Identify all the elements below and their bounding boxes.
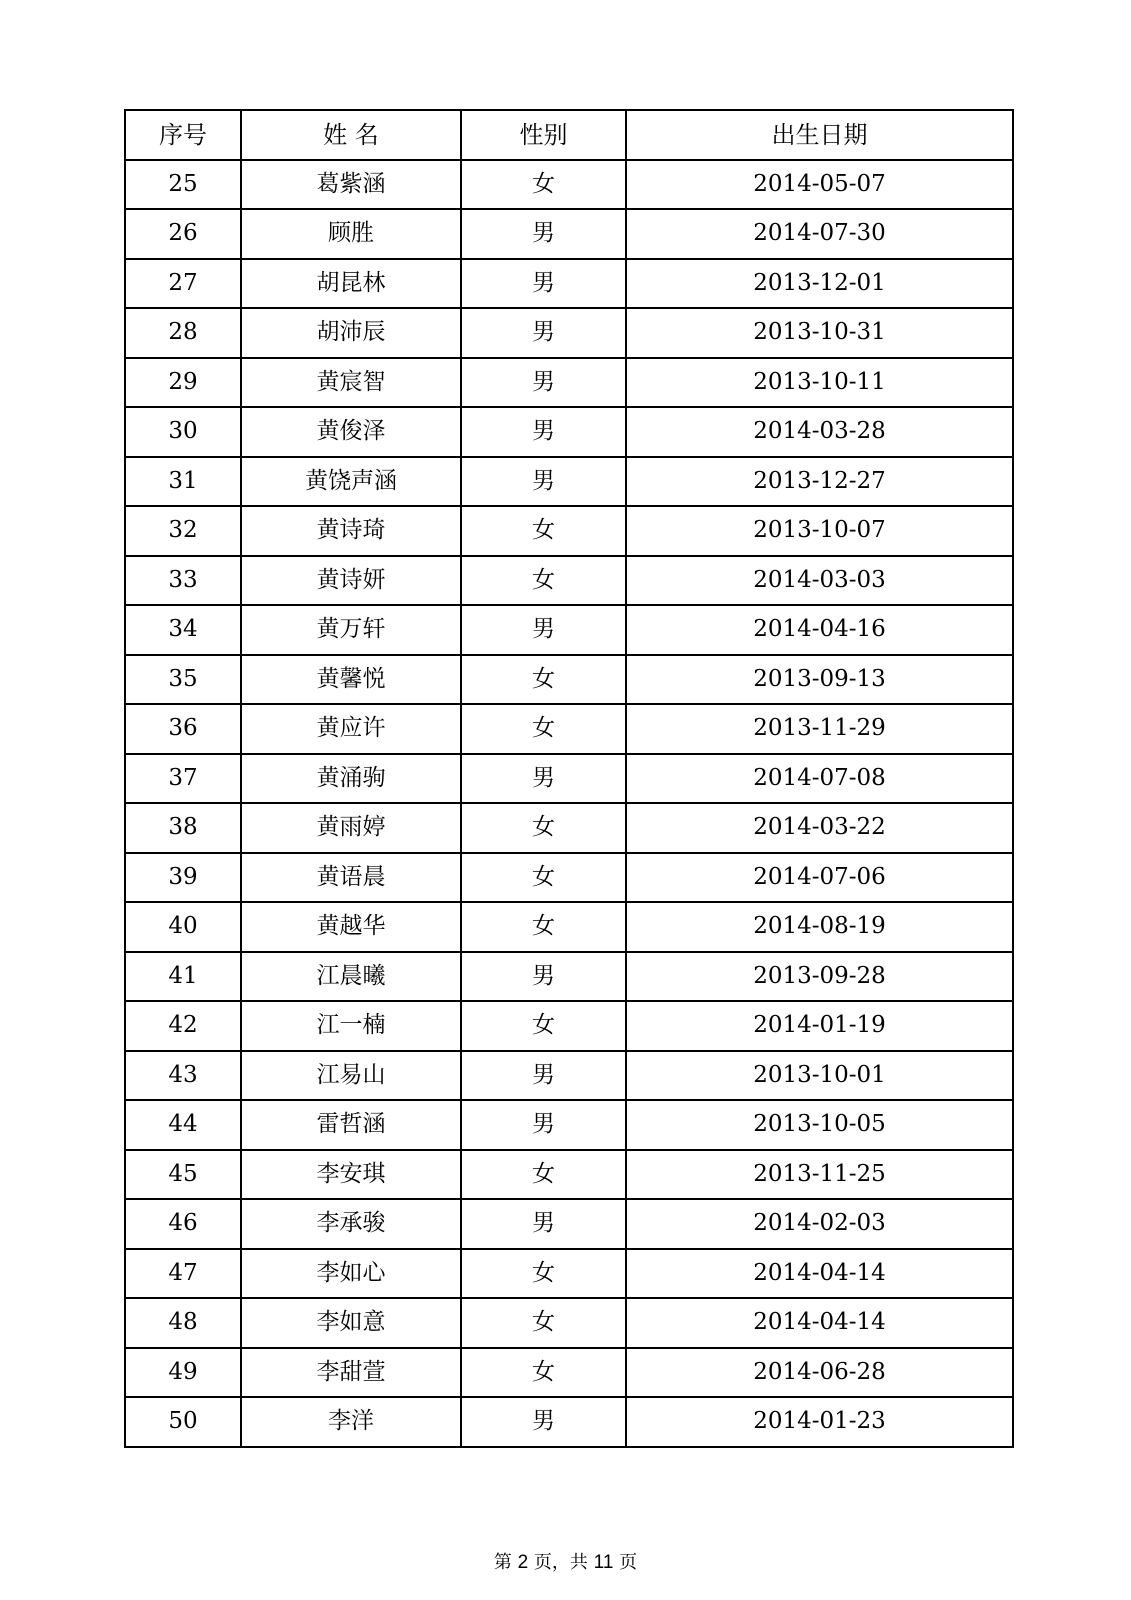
- cell-name: 黄越华: [241, 902, 461, 952]
- table-row: [125, 1051, 1013, 1101]
- table-row: [125, 457, 1013, 507]
- cell-name: 江晨曦: [241, 952, 461, 1002]
- table-row: [125, 259, 1013, 309]
- cell-birth-date: 2013-12-01: [626, 259, 1013, 309]
- page-footer: [0, 1548, 1131, 1574]
- cell-gender: 男: [461, 308, 626, 358]
- cell-gender: 女: [461, 506, 626, 556]
- cell-gender: 男: [461, 605, 626, 655]
- cell-no: 44: [125, 1100, 241, 1150]
- footer-total-pages: 11: [593, 1552, 614, 1573]
- table-row: [125, 655, 1013, 705]
- cell-name: 李如心: [241, 1249, 461, 1299]
- cell-name: 江一楠: [241, 1001, 461, 1051]
- cell-name: 黄饶声涵: [241, 457, 461, 507]
- cell-gender: 男: [461, 407, 626, 457]
- cell-no: 32: [125, 506, 241, 556]
- cell-name: 李甜萱: [241, 1348, 461, 1398]
- cell-no: 49: [125, 1348, 241, 1398]
- cell-name: 黄应许: [241, 704, 461, 754]
- cell-name: 李洋: [241, 1397, 461, 1447]
- cell-birth-date: 2014-07-06: [626, 853, 1013, 903]
- cell-no: 29: [125, 358, 241, 408]
- cell-gender: 男: [461, 209, 626, 259]
- cell-gender: 女: [461, 1249, 626, 1299]
- cell-no: 39: [125, 853, 241, 903]
- cell-birth-date: 2014-06-28: [626, 1348, 1013, 1398]
- table-row: [125, 1199, 1013, 1249]
- cell-birth-date: 2013-11-29: [626, 704, 1013, 754]
- cell-name: 李安琪: [241, 1150, 461, 1200]
- cell-gender: 男: [461, 1397, 626, 1447]
- cell-birth-date: 2014-01-23: [626, 1397, 1013, 1447]
- cell-name: 顾胜: [241, 209, 461, 259]
- table-row: [125, 1298, 1013, 1348]
- cell-birth-date: 2013-12-27: [626, 457, 1013, 507]
- table-row: [125, 803, 1013, 853]
- cell-birth-date: 2014-03-22: [626, 803, 1013, 853]
- cell-gender: 女: [461, 902, 626, 952]
- cell-birth-date: 2013-10-05: [626, 1100, 1013, 1150]
- cell-birth-date: 2013-10-01: [626, 1051, 1013, 1101]
- table-header-row: [125, 110, 1013, 160]
- cell-no: 30: [125, 407, 241, 457]
- cell-birth-date: 2014-07-08: [626, 754, 1013, 804]
- cell-no: 43: [125, 1051, 241, 1101]
- cell-gender: 女: [461, 704, 626, 754]
- cell-no: 38: [125, 803, 241, 853]
- cell-no: 45: [125, 1150, 241, 1200]
- cell-name: 黄俊泽: [241, 407, 461, 457]
- table-row: [125, 754, 1013, 804]
- cell-name: 雷哲涵: [241, 1100, 461, 1150]
- cell-gender: 女: [461, 1001, 626, 1051]
- cell-name: 黄宸智: [241, 358, 461, 408]
- table-row: [125, 605, 1013, 655]
- cell-name: 黄涌驹: [241, 754, 461, 804]
- cell-birth-date: 2013-11-25: [626, 1150, 1013, 1200]
- cell-birth-date: 2014-03-28: [626, 407, 1013, 457]
- student-table: [124, 109, 1014, 1448]
- cell-birth-date: 2013-10-11: [626, 358, 1013, 408]
- header-name: 姓 名: [241, 110, 461, 160]
- cell-birth-date: 2013-10-31: [626, 308, 1013, 358]
- cell-name: 胡昆林: [241, 259, 461, 309]
- table-row: [125, 556, 1013, 606]
- cell-no: 41: [125, 952, 241, 1002]
- cell-gender: 女: [461, 655, 626, 705]
- cell-birth-date: 2014-04-16: [626, 605, 1013, 655]
- cell-no: 35: [125, 655, 241, 705]
- cell-gender: 男: [461, 259, 626, 309]
- table-row: [125, 704, 1013, 754]
- cell-gender: 男: [461, 952, 626, 1002]
- table-body: [125, 160, 1013, 1447]
- cell-gender: 男: [461, 457, 626, 507]
- cell-gender: 女: [461, 803, 626, 853]
- cell-name: 江易山: [241, 1051, 461, 1101]
- table-row: [125, 1001, 1013, 1051]
- header-birth-date: 出生日期: [626, 110, 1013, 160]
- cell-gender: 男: [461, 754, 626, 804]
- cell-birth-date: 2014-03-03: [626, 556, 1013, 606]
- cell-no: 47: [125, 1249, 241, 1299]
- cell-gender: 男: [461, 1100, 626, 1150]
- cell-name: 黄诗琦: [241, 506, 461, 556]
- cell-no: 31: [125, 457, 241, 507]
- header-gender: 性别: [461, 110, 626, 160]
- cell-no: 26: [125, 209, 241, 259]
- cell-no: 28: [125, 308, 241, 358]
- cell-birth-date: 2014-02-03: [626, 1199, 1013, 1249]
- table-row: [125, 1249, 1013, 1299]
- table-row: [125, 1397, 1013, 1447]
- table-row: [125, 358, 1013, 408]
- cell-gender: 女: [461, 1348, 626, 1398]
- cell-birth-date: 2014-07-30: [626, 209, 1013, 259]
- cell-name: 黄语晨: [241, 853, 461, 903]
- cell-no: 33: [125, 556, 241, 606]
- footer-middle: 页，共: [533, 1552, 588, 1573]
- cell-no: 27: [125, 259, 241, 309]
- cell-no: 48: [125, 1298, 241, 1348]
- table-row: [125, 1150, 1013, 1200]
- cell-gender: 女: [461, 160, 626, 210]
- header-no: 序号: [125, 110, 241, 160]
- cell-birth-date: 2014-04-14: [626, 1249, 1013, 1299]
- cell-name: 李如意: [241, 1298, 461, 1348]
- cell-no: 50: [125, 1397, 241, 1447]
- cell-name: 黄万轩: [241, 605, 461, 655]
- cell-name: 黄馨悦: [241, 655, 461, 705]
- cell-name: 葛紫涵: [241, 160, 461, 210]
- cell-no: 46: [125, 1199, 241, 1249]
- cell-birth-date: 2014-08-19: [626, 902, 1013, 952]
- table-row: [125, 308, 1013, 358]
- cell-birth-date: 2014-04-14: [626, 1298, 1013, 1348]
- cell-gender: 男: [461, 1199, 626, 1249]
- table-row: [125, 160, 1013, 210]
- cell-gender: 女: [461, 556, 626, 606]
- cell-gender: 男: [461, 358, 626, 408]
- footer-current-page: 2: [517, 1552, 529, 1573]
- cell-birth-date: 2013-10-07: [626, 506, 1013, 556]
- table-row: [125, 952, 1013, 1002]
- cell-gender: 女: [461, 1298, 626, 1348]
- table-row: [125, 1100, 1013, 1150]
- cell-no: 37: [125, 754, 241, 804]
- table-row: [125, 209, 1013, 259]
- footer-prefix: 第: [493, 1552, 512, 1573]
- table-row: [125, 902, 1013, 952]
- cell-gender: 女: [461, 853, 626, 903]
- cell-birth-date: 2014-01-19: [626, 1001, 1013, 1051]
- table-row: [125, 506, 1013, 556]
- cell-birth-date: 2014-05-07: [626, 160, 1013, 210]
- cell-no: 40: [125, 902, 241, 952]
- cell-name: 黄诗妍: [241, 556, 461, 606]
- cell-birth-date: 2013-09-13: [626, 655, 1013, 705]
- cell-no: 36: [125, 704, 241, 754]
- cell-no: 42: [125, 1001, 241, 1051]
- table-row: [125, 1348, 1013, 1398]
- cell-no: 34: [125, 605, 241, 655]
- cell-name: 黄雨婷: [241, 803, 461, 853]
- cell-name: 李承骏: [241, 1199, 461, 1249]
- table-row: [125, 853, 1013, 903]
- cell-gender: 男: [461, 1051, 626, 1101]
- cell-no: 25: [125, 160, 241, 210]
- cell-name: 胡沛辰: [241, 308, 461, 358]
- footer-suffix: 页: [619, 1552, 638, 1573]
- table-row: [125, 407, 1013, 457]
- cell-birth-date: 2013-09-28: [626, 952, 1013, 1002]
- cell-gender: 女: [461, 1150, 626, 1200]
